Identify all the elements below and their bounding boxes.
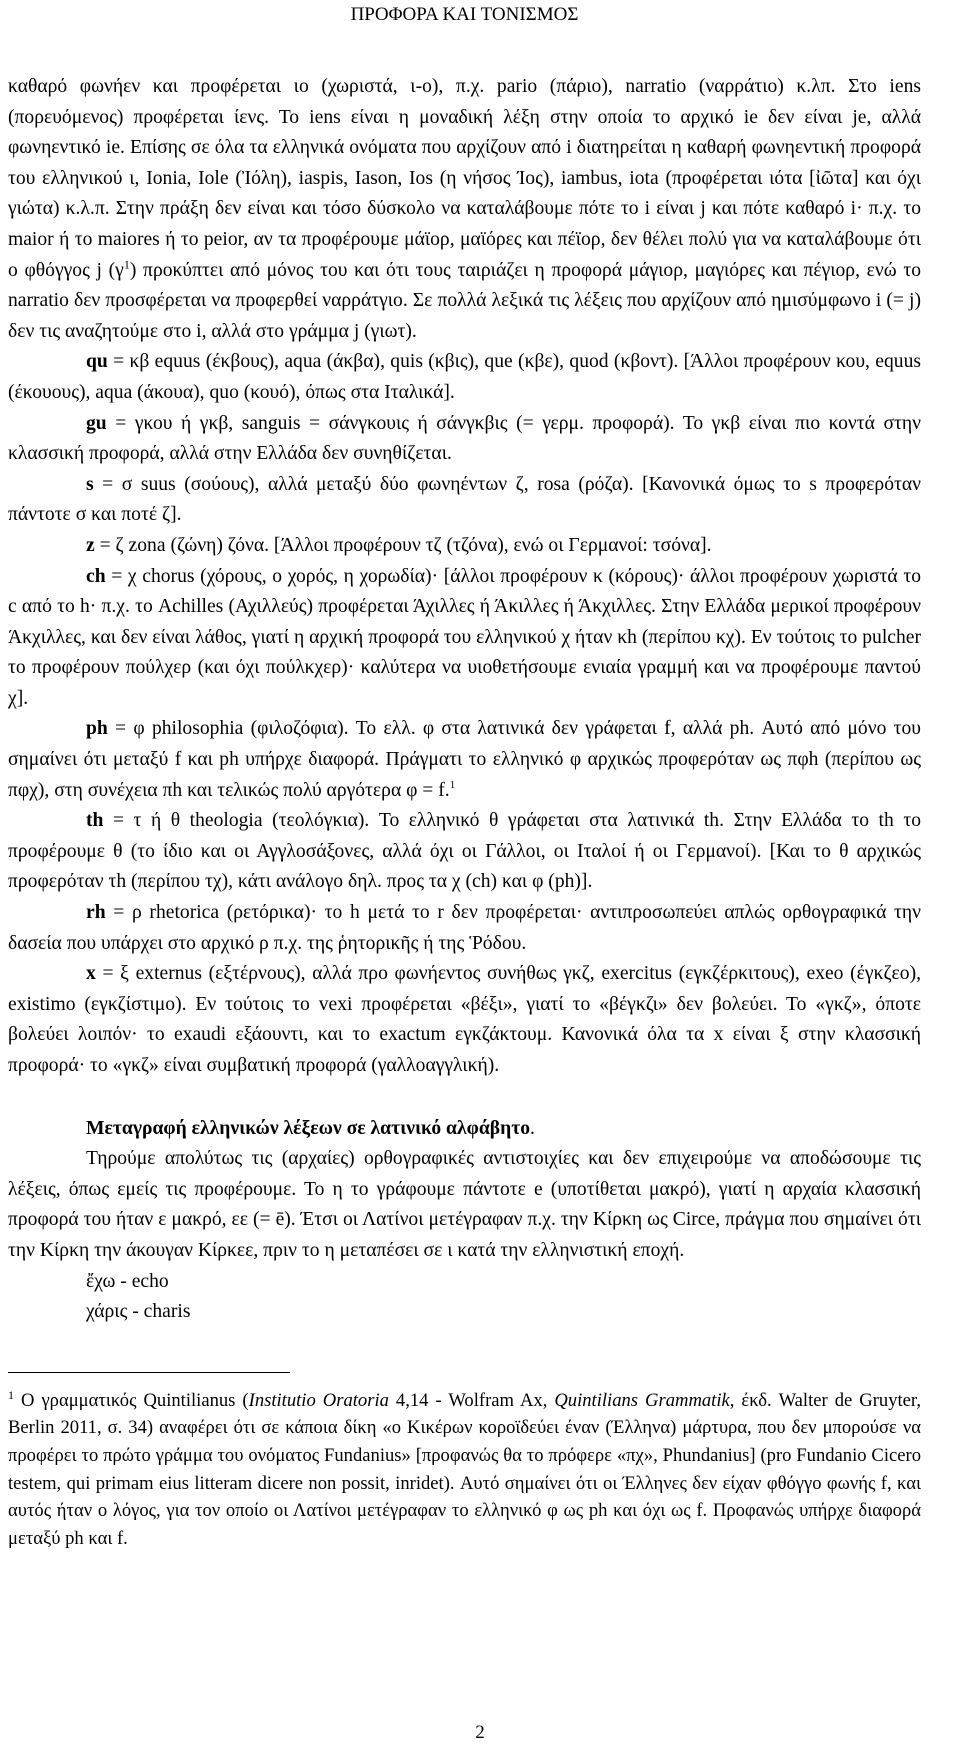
term-z: z (86, 534, 95, 556)
term-gu: gu (86, 412, 107, 434)
term-th: th (86, 810, 104, 832)
section-heading: Μεταγραφή ελληνικών λέξεων σε λατινικό αλφάβητο. (86, 1117, 535, 1139)
example-line: ἔχω - echo (86, 1270, 169, 1292)
paragraph-z: z = ζ zona (ζώνη) ζόνα. [Άλλοι προφέρουν τζ (τζόνα), ενώ οι Γερμανοί: τσόνα]. (86, 534, 712, 556)
paragraph-transliteration: Τηρούμε απολύτως τις (αρχαίες) ορθογραφικές αντιστοιχίες και δεν επιχειρούμε να αποδώσουμε τις λέξεις, όπως εμείς τις προφέρουμε. Το η το γράφουμε πάντοτε e (υποτίθεται μακρό), γιατί η αρχαία κλασσική προφορά του ήταν ε μακρό, εε (= ē). Έτσι οι Λατίνοι μετέγραφαν π.χ. την Κίρκη ως Circe, πράγμα που σημαίνει ότι την Κίρκη την άκουγαν Κίρκεε, πριν το η μεταπέσει σε ι κατά την ελληνιστική εποχή. (8, 1148, 921, 1261)
page-number: 2 (475, 1722, 485, 1743)
term-ph: ph (86, 718, 108, 740)
paragraph-s: s = σ suus (σούους), αλλά μεταξύ δύο φωνηέντων ζ, rosa (ρόζα). [Κανονικά όμως το s προφερόταν πάντοτε σ και ποτέ ζ]. (8, 473, 921, 526)
example-line: χάρις - charis (86, 1301, 191, 1323)
paragraph-x: x = ξ externus (εξτέρνους), αλλά προ φωνήεντος συνήθως γκζ, exercitus (εγκζέρκιτους), exeo (έγκζεο), existimo (εγκζίστιμο). Εν τούτοις το vexi προφέρεται «βέξι», γιατί το «βέγκζι» δεν βολεύει. Το «γκζ», όποτε βολεύει λοιπόν· το exaudi εξάουντι, και το exactum εγκζάκτουμ. Κανονικά όλα τα x είναι ξ στην κλασσική προφορά· το «γκζ» είναι συμβατική προφορά (γαλλοαγγλική). (8, 963, 921, 1076)
footnote-separator (8, 1372, 290, 1373)
term-s: s (86, 473, 94, 495)
term-x: x (86, 963, 96, 985)
paragraph-ie-pronunciation: καθαρό φωνήεν και προφέρεται ιο (χωριστά, ι-ο), π.χ. pario (πάριο), narratio (ναρράτιο) κ.λπ. Στο iens (πορευόμενος) προφέρεται ίενς. Το iens είναι η μοναδική λέξη στην οποία το αρχικό ie δεν είναι je, αλλά φωνηεντικό ie. Επίσης σε όλα τα ελληνικά ονόματα που αρχίζουν από i διατηρείται η καθαρή φωνηεντική προφορά του ελληνικού ι, Ionia, Iole (Ἰόλη), iaspis, Iason, Ios (η νήσος Ίος), iambus, iota (προφέρεται ιότα [ἰῶτα] και όχι γιώτα) κ.λ.π. Στην πράξη δεν είναι και τόσο δύσκολο να καταλάβουμε πότε το i είναι j και πότε καθαρό i· π.χ. το maior ή το maiores ή το peior, αν τα προφέρουμε μάϊορ, μαϊόρες και πέϊορ, δεν θέλει πολύ για να καταλάβουμε ότι ο φθόγγος j (γ$^1$) προκύπτει από μόνος του και ότι τους ταιριάζει η προφορά μάγιορ, μαγιόρες και πέγιορ, ενώ το narratio δεν προσφέρεται να προφερθεί ναρράτγιο. Σε πολλά λεξικά τις λέξεις που αρχίζουν από ημισύμφωνο i (= j) δεν τις αναζητούμε στο i, αλλά στο γράμμα j (γιωτ). (8, 76, 921, 342)
footnote-1: $^1$ Ο γραμματικός Quintilianus (Institutio Oratoria 4,14 - Wolfram Ax, Quintilians Grammatik, έκδ. Walter de Gruyter, Berlin 2011, σ. 34) αναφέρει ότι σε κάποια δίκη «ο Κικέρων κοροϊδεύει έναν (Έλληνα) μάρτυρα, που δεν μπορούσε να προφέρει το πρώτο γράμμα του ονόματος Fundanius» [προφανώς θα το πρόφερε «πχ», Phundanius] (pro Fundanio Cicero testem, qui primam eius litteram dicere non possit, inridet). Αυτό σημαίνει ότι οι Έλληνες δεν είχαν φθόγγο φωνής f, και αυτός ήταν ο λόγος, για τον οποίο οι Λατίνοι μετέγραφαν το ελληνικό φ ως ph και όχι ως f. Προφανώς υπήρχε διαφορά μεταξύ ph και f. (8, 1387, 922, 1549)
footnote-title-institutio: Institutio Oratoria (248, 1389, 389, 1411)
footnote-number: 1 (8, 1387, 14, 1402)
term-ch: ch (86, 565, 106, 587)
paragraph-th: th = τ ή θ theologia (τεολόγκια). Το ελληνικό θ γράφεται στα λατινικά th. Στην Ελλάδα το th το προφέρουμε θ (το ίδιο και οι Αγγλοσάξονες, αλλά όχι οι Γάλλοι, οι Ιταλοί ή οι Γερμανοί). [Και το θ αρχικώς προφερόταν τh (περίπου τχ), κάτι ανάλογο δηλ. προς τα χ (ch) και φ (ph)]. (8, 810, 921, 893)
footnote-title-grammatik: Quintilians Grammatik (554, 1389, 730, 1411)
body-text (8, 72, 921, 1328)
superscript-marker: 1 (123, 257, 130, 272)
paragraph-gu: gu = γκου ή γκβ, sanguis = σάνγκουις ή σάνγκβις (= γερμ. προφορά). Το γκβ είναι πιο κοντά στην κλασσική προφορά, αλλά στην Ελλάδα δεν συνηθίζεται. (8, 412, 921, 465)
paragraph-ch: ch = χ chorus (χόρους, ο χορός, η χορωδία)· [άλλοι προφέρουν κ (κόρους)· άλλοι προφέρουν χωριστά το c από το h· π.χ. το Achilles (Αχιλλεύς) προφέρεται Άχιλλες ή Άκιλλες ή Άκχιλλες. Στην Ελλάδα μερικοί προφέρουν Άκχιλλες, και δεν είναι λάθος, γιατί η αρχική προφορά του ελληνικού χ ήταν κh (περίπου κχ). Εν τούτοις το pulcher το προφέρουν πούλχερ (και όχι πούλκχερ)· καλύτερα να υιοθετήσουμε ενιαία γραμμή και να προφέρουμε παντού χ]. (8, 565, 921, 709)
footnote-reference[interactable]: 1 (449, 778, 456, 791)
term-qu: qu (86, 351, 108, 373)
term-rh: rh (86, 902, 106, 924)
paragraph-rh: rh = ρ rhetorica (ρετόρικα)· το h μετά το r δεν προφέρεται· αντιπροσωπεύει απλώς ορθογραφικά την δασεία που υπάρχει στο αρχικό ρ π.χ. της ῥητορικῆς ή της Ῥόδου. (8, 902, 921, 954)
paragraph-qu: qu = κβ equus (έκβους), aqua (άκβα), quis (κβις), que (κβε), quod (κβοντ). [Άλλοι προφέρουν κου, equus (έκουους), aqua (άκουα), quo (κουό), όπως στα Ιταλικά]. (8, 351, 921, 403)
paragraph-ph: ph = φ philosophia (φιλοζόφια). Το ελλ. φ στα λατινικά δεν γράφεται f, αλλά ph. Αυτό από μόνο του σημαίνει ότι μεταξύ f και ph υπήρχε διαφορά. Πράγματι το ελληνικό φ αρχικώς προφερόταν ως πφh (περίπου ως πφχ), στη συνέχεια πh και τελικώς πολύ αργότερα φ = f.$^1$ (8, 718, 921, 801)
running-header: ΠΡΟΦΟΡΑ ΚΑΙ ΤΟΝΙΣΜΟΣ (350, 4, 579, 25)
